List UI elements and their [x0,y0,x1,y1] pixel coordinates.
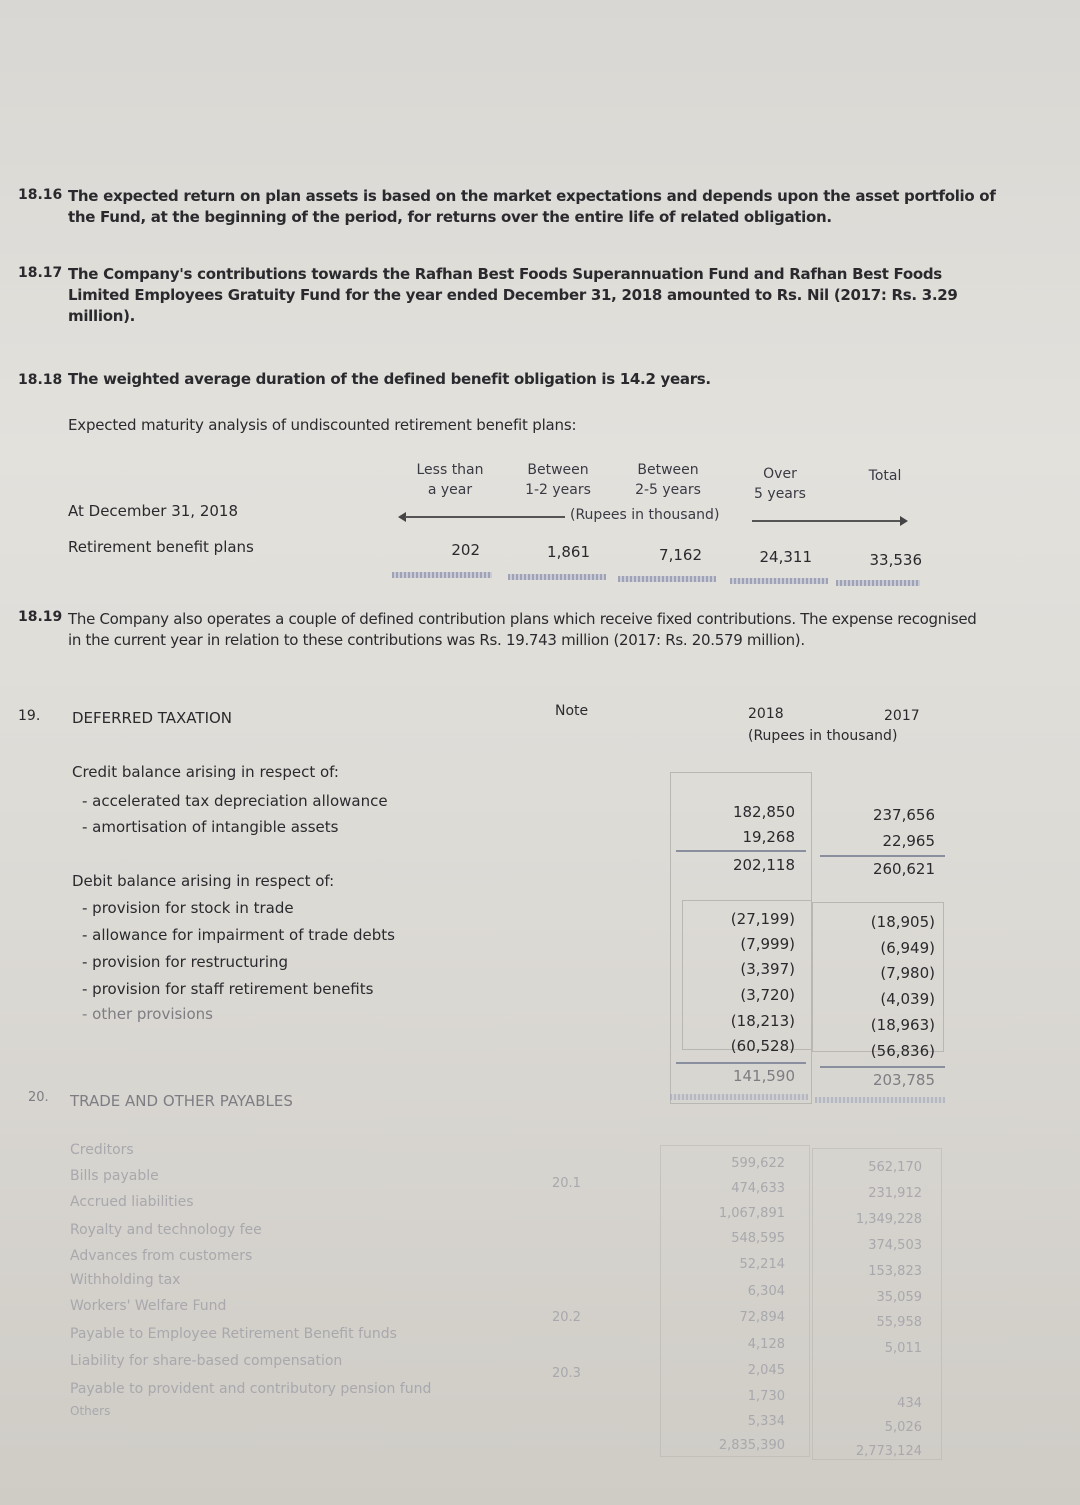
debit-value-2018: (3,397) [740,960,795,978]
debit-value-2018: (3,720) [740,986,795,1004]
maturity-subtitle: Expected maturity analysis of undiscounted retirement benefit plans: [68,416,577,434]
credit-item-label: - amortisation of intangible assets [82,818,339,836]
debit-value-2017: (18,905) [870,913,935,931]
col-header-less-than-year: Less than a year [416,462,484,498]
payable-value-2018: 2,045 [747,1363,785,1378]
payable-value-2017: 231,912 [868,1186,922,1201]
row-label-retirement: Retirement benefit plans [68,538,254,556]
note-number: 18.18 [18,372,63,388]
debit-total-2018: (60,528) [730,1037,795,1055]
arrow-line-left [405,516,565,518]
debit-item-label: - other provisions [82,1005,213,1023]
debit-item-label: - provision for stock in trade [82,899,294,917]
payable-label: Payable to Employee Retirement Benefit funds [70,1326,397,1342]
payable-label: Bills payable [70,1168,159,1184]
payable-value-2018: 72,894 [739,1310,785,1325]
arrow-line-right [752,520,902,522]
value-1-2-years: 1,861 [547,543,590,561]
double-underline [392,572,492,578]
debit-value-2018: (18,213) [730,1012,795,1030]
col-header-1-2-years: Between 1-2 years [525,462,591,498]
year-2017-header: 2017 [884,708,920,724]
payable-note: 20.3 [552,1366,581,1381]
section-number: 19. [18,708,41,724]
subtotal-line [676,850,806,852]
debit-value-2017: (18,963) [870,1016,935,1034]
note-number: 18.17 [18,265,63,281]
value-2-5-years: 7,162 [659,546,702,564]
double-underline [730,578,828,584]
payable-value-2018: 1,730 [747,1389,785,1404]
payable-value-2018: 474,633 [731,1181,785,1196]
credit-total-2017: 260,621 [872,860,935,878]
net-deferred-tax-2018: 141,590 [732,1067,795,1085]
payable-value-2018: 4,128 [747,1337,785,1352]
payable-value-2018: 1,067,891 [718,1206,785,1221]
payables-total-2017: 2,773,124 [855,1444,922,1459]
credit-balance-label: Credit balance arising in respect of: [72,763,339,781]
note-number: 18.16 [18,187,63,203]
value-less-than-year: 202 [451,541,480,559]
note-text: The expected return on plan assets is based on the market expectations and depends upon the asset portfolio of the Fund, at the beginning of the period, for returns over the entire life of related obligation. [68,187,996,226]
col-header-over-5-years: Over 5 years [754,466,806,502]
note-column-header: Note [555,703,589,719]
section-title: DEFERRED TAXATION [72,709,233,727]
year-2018-header: 2018 [748,706,784,722]
payable-value-2018: 52,214 [739,1257,785,1272]
debit-value-2017: (4,039) [880,990,935,1008]
payable-label: Advances from customers [70,1248,253,1264]
debit-item-label: - allowance for impairment of trade debts [82,926,396,944]
note-text: The Company's contributions towards the Rafhan Best Foods Superannuation Fund and Rafhan Best Foods Limited Employees Gratuity Fund for the year ended December 31, 2018 amounted to Rs. Nil (2017: Rs. 3.29 million). [68,265,958,325]
payable-note: 20.2 [552,1310,581,1325]
payable-label: Payable to provident and contributory pension fund [70,1381,432,1397]
payable-value-2018: 5,334 [747,1414,785,1429]
payable-value-2017: 153,823 [868,1264,922,1279]
debit-value-2018: (7,999) [740,935,795,953]
payable-value-2017: 5,011 [884,1341,922,1356]
debit-item-label: - provision for staff retirement benefits [82,980,374,998]
payable-label: Workers' Welfare Fund [70,1298,227,1314]
payable-value-2017: 434 [897,1396,922,1411]
note-text: The weighted average duration of the defined benefit obligation is 14.2 years. [68,370,711,388]
payable-value-2017: 55,958 [876,1315,922,1330]
credit-value-2017: 237,656 [872,806,935,824]
section-title: TRADE AND OTHER PAYABLES [70,1092,293,1110]
payable-value-2017: 5,026 [884,1420,922,1435]
col-header-2-5-years: Between 2-5 years [635,462,701,498]
payable-label: Liability for share-based compensation [70,1353,343,1369]
debit-balance-label: Debit balance arising in respect of: [72,872,335,890]
note-text: The Company also operates a couple of defined contribution plans which receive fixed contributions. The expense recognised in the current year in relation to these contributions was Rs. 19.743 million (2017: Rs. 20.579 million). [68,610,977,649]
double-underline [508,574,606,580]
net-deferred-tax-2017: 203,785 [872,1071,935,1089]
debit-value-2017: (6,949) [880,939,935,957]
payable-note: 20.1 [552,1176,581,1191]
debit-value-2017: (7,980) [880,964,935,982]
double-underline [815,1097,945,1103]
at-date-label: At December 31, 2018 [68,502,238,520]
payable-value-2017: 35,059 [876,1290,922,1305]
credit-value-2017: 22,965 [882,832,935,850]
payable-value-2018: 599,622 [731,1156,785,1171]
double-underline [618,576,716,582]
units-label: (Rupees in thousand) [570,507,720,523]
debit-total-2017: (56,836) [870,1042,935,1060]
credit-total-2018: 202,118 [732,856,795,874]
credit-value-2018: 182,850 [732,803,795,821]
payable-value-2017: 562,170 [868,1160,922,1175]
payable-label: Royalty and technology fee [70,1222,262,1238]
note-number: 18.19 [18,609,63,625]
payable-label: Others [70,1404,111,1418]
double-underline [670,1094,808,1100]
payable-value-2018: 548,595 [731,1231,785,1246]
arrow-right-icon [900,516,908,526]
payable-label: Accrued liabilities [70,1194,194,1210]
payable-label: Creditors [70,1142,134,1158]
debit-item-label: - provision for restructuring [82,953,289,971]
credit-item-label: - accelerated tax depreciation allowance [82,792,388,810]
section-number: 20. [28,1090,49,1105]
double-underline [836,580,920,586]
credit-value-2018: 19,268 [742,828,795,846]
payable-value-2017: 1,349,228 [855,1212,922,1227]
units-label: (Rupees in thousand) [748,728,898,744]
payable-label: Withholding tax [70,1272,181,1288]
debit-value-2018: (27,199) [730,910,795,928]
payable-value-2018: 6,304 [747,1284,785,1299]
col-header-total: Total [868,468,902,484]
payable-value-2017: 374,503 [868,1238,922,1253]
value-total: 33,536 [869,551,922,569]
value-over-5-years: 24,311 [759,548,812,566]
payables-total-2018: 2,835,390 [718,1438,785,1453]
